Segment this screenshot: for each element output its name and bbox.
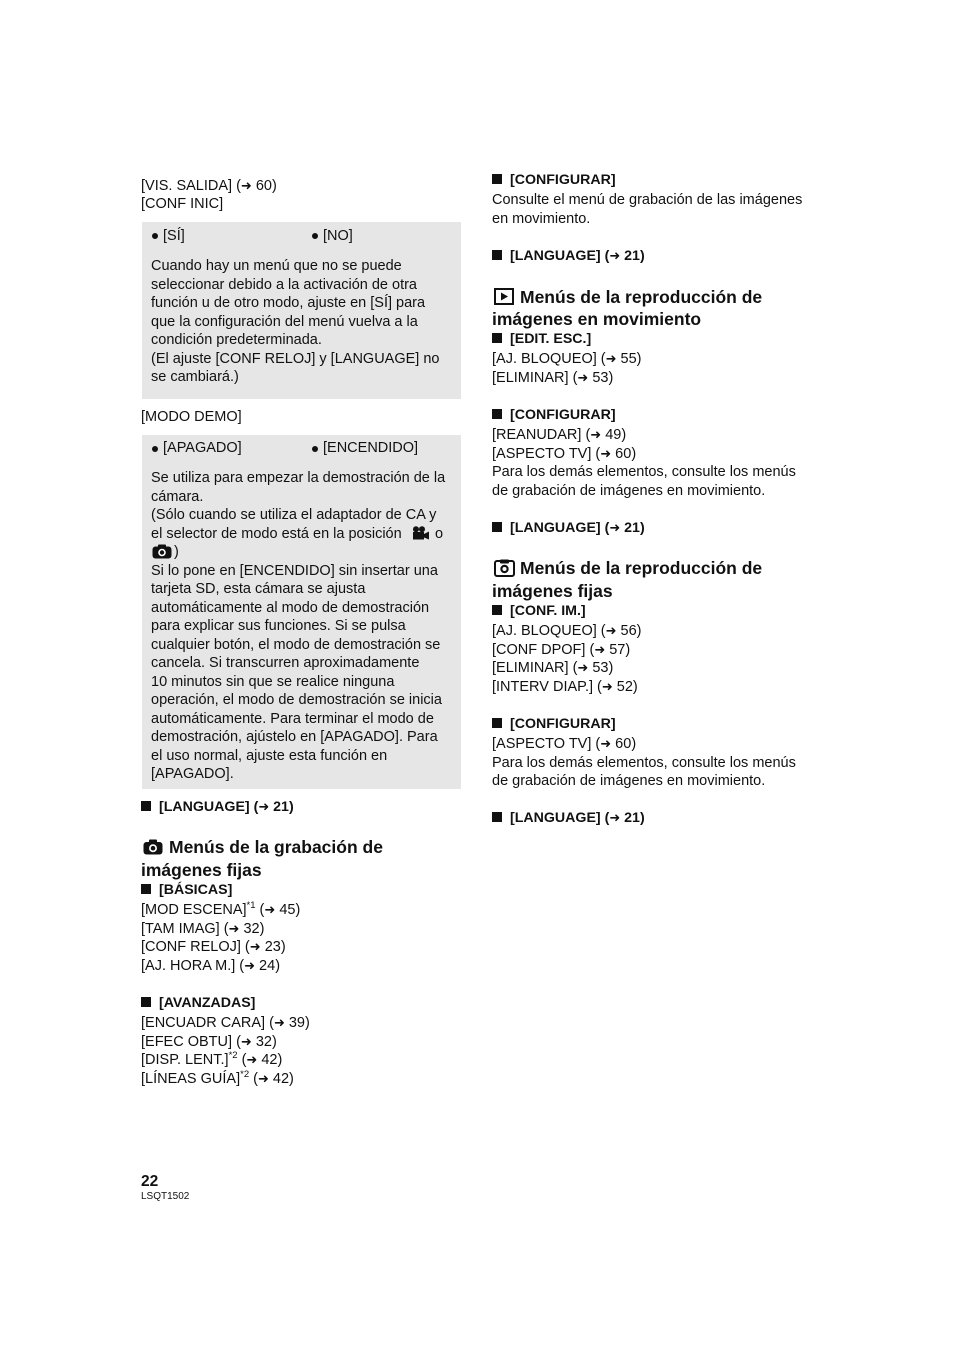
arrow-icon: ➜	[273, 1016, 285, 1031]
box-text-line: se cambiará.)	[151, 369, 239, 385]
section-title: Menús de la reproducción de	[520, 287, 763, 307]
language-heading: [LANGUAGE] (➜ 21)	[141, 798, 294, 817]
modo-demo-info-box	[142, 435, 461, 789]
section-title: imágenes fijas	[492, 581, 613, 601]
arrow-icon: ➜	[577, 370, 589, 386]
bullet-icon	[312, 446, 318, 452]
square-bullet-icon	[492, 605, 502, 615]
square-bullet-icon	[492, 250, 502, 260]
square-bullet-icon	[492, 522, 502, 532]
box-text-line: cámara.	[151, 488, 204, 505]
box-text-line: el uso normal, ajuste esta función en	[151, 747, 388, 764]
arrow-icon: ➜	[594, 642, 606, 658]
square-bullet-icon	[492, 409, 502, 419]
section-title: imágenes en movimiento	[492, 309, 702, 329]
square-bullet-icon	[492, 174, 502, 184]
conf-inic-info-box	[142, 222, 461, 399]
arrow-icon: ➜	[240, 179, 252, 194]
menu-item: [CONF DPOF] (➜ 57)	[492, 641, 631, 658]
arrow-icon: ➜	[228, 921, 240, 937]
avanzadas-heading: [AVANZADAS]	[141, 994, 255, 1012]
arrow-icon: ➜	[577, 661, 589, 676]
menu-item: [CONF RELOJ] (➜ 23)	[141, 939, 286, 955]
option-si: [SÍ]	[163, 228, 185, 244]
box-text-line: demostración, ajústelo en [APAGADO]. Para	[151, 729, 438, 745]
arrow-icon: ➜	[609, 811, 621, 826]
camera-icon	[143, 839, 163, 855]
menu-item: [DISP. LENT.]$^{*2}$ (➜ 42)	[141, 1050, 283, 1068]
menu-item: [ELIMINAR] (➜ 53)	[492, 369, 614, 386]
box-text-line: o	[435, 525, 444, 542]
arrow-icon: ➜	[258, 800, 270, 815]
box-text-line: cancela. Si transcurren aproximadamente	[151, 655, 420, 671]
box-text-line: función u de otro modo, ajuste en [SÍ] para	[151, 295, 426, 311]
basicas-heading: [BÁSICAS]	[141, 881, 232, 899]
text-line: Para los demás elementos, consulte los menús	[492, 464, 796, 480]
arrow-icon: ➜	[600, 737, 612, 752]
language-heading: [LANGUAGE] (➜ 21)	[492, 247, 645, 266]
configurar-heading: [CONFIGURAR]	[492, 171, 616, 189]
menu-item: [EFEC OBTU] (➜ 32)	[141, 1033, 277, 1050]
arrow-icon: ➜	[600, 446, 612, 462]
still-playback-icon	[494, 559, 515, 577]
menu-item: [ENCUADR CARA] (➜ 39)	[141, 1015, 310, 1031]
bullet-icon	[152, 446, 158, 452]
section-title: imágenes fijas	[141, 860, 262, 880]
box-text-line: tarjeta SD, esta cámara se ajusta	[151, 581, 366, 597]
modo-demo-item: [MODO DEMO]	[141, 409, 242, 425]
square-bullet-icon	[141, 997, 151, 1007]
square-bullet-icon	[141, 801, 151, 811]
box-text-line: automáticamente al modo de demostración	[151, 599, 430, 616]
bullet-icon	[312, 233, 318, 239]
arrow-icon: ➜	[605, 624, 617, 639]
language-heading: [LANGUAGE] (➜ 21)	[492, 809, 645, 828]
menu-item: [MOD ESCENA]$^{*1}$ (➜ 45)	[141, 900, 301, 918]
menu-item: [TAM IMAG] (➜ 32)	[141, 920, 265, 937]
page-number: 22	[141, 1173, 159, 1190]
text-line: de grabación de imágenes en movimiento.	[492, 482, 766, 499]
arrow-icon: ➜	[249, 940, 261, 955]
box-text-line: (El ajuste [CONF RELOJ] y [LANGUAGE] no	[151, 350, 440, 367]
bullet-icon	[152, 233, 158, 239]
arrow-icon: ➜	[605, 352, 617, 367]
box-text-line: [APAGADO].	[151, 766, 234, 782]
box-text-line: para explicar sus funciones. Si se pulsa	[151, 618, 406, 634]
menu-item: [AJ. BLOQUEO] (➜ 56)	[492, 623, 642, 639]
option-apagado: [APAGADO]	[163, 440, 242, 456]
vis-salida-item: [VIS. SALIDA] (➜ 60)	[141, 178, 277, 194]
menu-item: [AJ. HORA M.] (➜ 24)	[141, 957, 281, 974]
text-line: en movimiento.	[492, 210, 591, 227]
configurar-heading: [CONFIGURAR]	[492, 715, 616, 733]
square-bullet-icon	[492, 812, 502, 822]
box-text-line: condición predeterminada.	[151, 332, 322, 348]
menu-item: [ELIMINAR] (➜ 53)	[492, 660, 614, 676]
arrow-icon: ➜	[590, 428, 602, 443]
play-icon	[494, 288, 514, 305]
text-line: Para los demás elementos, consulte los menús	[492, 754, 796, 771]
edit-esc-heading: [EDIT. ESC.]	[492, 330, 591, 348]
camera-icon	[152, 544, 172, 559]
box-text-line: 10 minutos sin que se realice ninguna	[151, 673, 395, 690]
box-text-line: que la configuración del menú vuelva a la	[151, 313, 418, 330]
doc-code: LSQT1502	[141, 1191, 190, 1202]
text-line: de grabación de imágenes en movimiento.	[492, 773, 766, 789]
box-text-line: (Sólo cuando se utiliza el adaptador de CA y	[151, 507, 437, 523]
menu-item: [AJ. BLOQUEO] (➜ 55)	[492, 351, 642, 367]
box-text-line: Si lo pone en [ENCENDIDO] sin insertar una	[151, 562, 438, 579]
configurar-heading: [CONFIGURAR]	[492, 406, 616, 424]
box-text-line: cualquier botón, el modo de demostración se	[151, 636, 441, 653]
section-title: Menús de la reproducción de	[520, 558, 763, 578]
arrow-icon: ➜	[601, 679, 613, 695]
option-no: [NO]	[323, 228, 353, 244]
text-line: Consulte el menú de grabación de las imágenes	[492, 192, 803, 208]
option-encendido: [ENCENDIDO]	[323, 440, 419, 456]
language-heading: [LANGUAGE] (➜ 21)	[492, 519, 645, 538]
arrow-icon: ➜	[264, 903, 276, 918]
box-text-line: seleccionar debido a la activación de otra	[151, 276, 417, 293]
box-text-line: Se utiliza para empezar la demostración de la	[151, 470, 446, 486]
arrow-icon: ➜	[609, 249, 621, 264]
conf-im-heading: [CONF. IM.]	[492, 602, 586, 620]
square-bullet-icon	[492, 718, 502, 728]
box-text-line: operación, el modo de demostración se inicia	[151, 692, 442, 708]
square-bullet-icon	[141, 884, 151, 894]
section-title: Menús de la grabación de	[169, 837, 383, 857]
arrow-icon: ➜	[240, 1034, 252, 1050]
arrow-icon: ➜	[246, 1053, 258, 1068]
arrow-icon: ➜	[257, 1071, 269, 1087]
box-text-line: el selector de modo está en la posición	[151, 525, 402, 542]
conf-inic-item: [CONF INIC]	[141, 196, 224, 212]
menu-item: [REANUDAR] (➜ 49)	[492, 427, 627, 443]
square-bullet-icon	[492, 333, 502, 343]
box-text-line: )	[174, 544, 179, 560]
menu-item: [ASPECTO TV] (➜ 60)	[492, 445, 637, 462]
menu-item: [ASPECTO TV] (➜ 60)	[492, 736, 637, 752]
movie-camera-icon	[412, 526, 431, 540]
menu-item: [LÍNEAS GUÍA]$^{*2}$ (➜ 42)	[141, 1068, 294, 1087]
box-text-line: Cuando hay un menú que no se puede	[151, 258, 402, 274]
arrow-icon: ➜	[244, 958, 256, 974]
menu-item: [INTERV DIAP.] (➜ 52)	[492, 678, 638, 695]
box-text-line: automáticamente. Para terminar el modo de	[151, 710, 434, 727]
arrow-icon: ➜	[609, 521, 621, 536]
